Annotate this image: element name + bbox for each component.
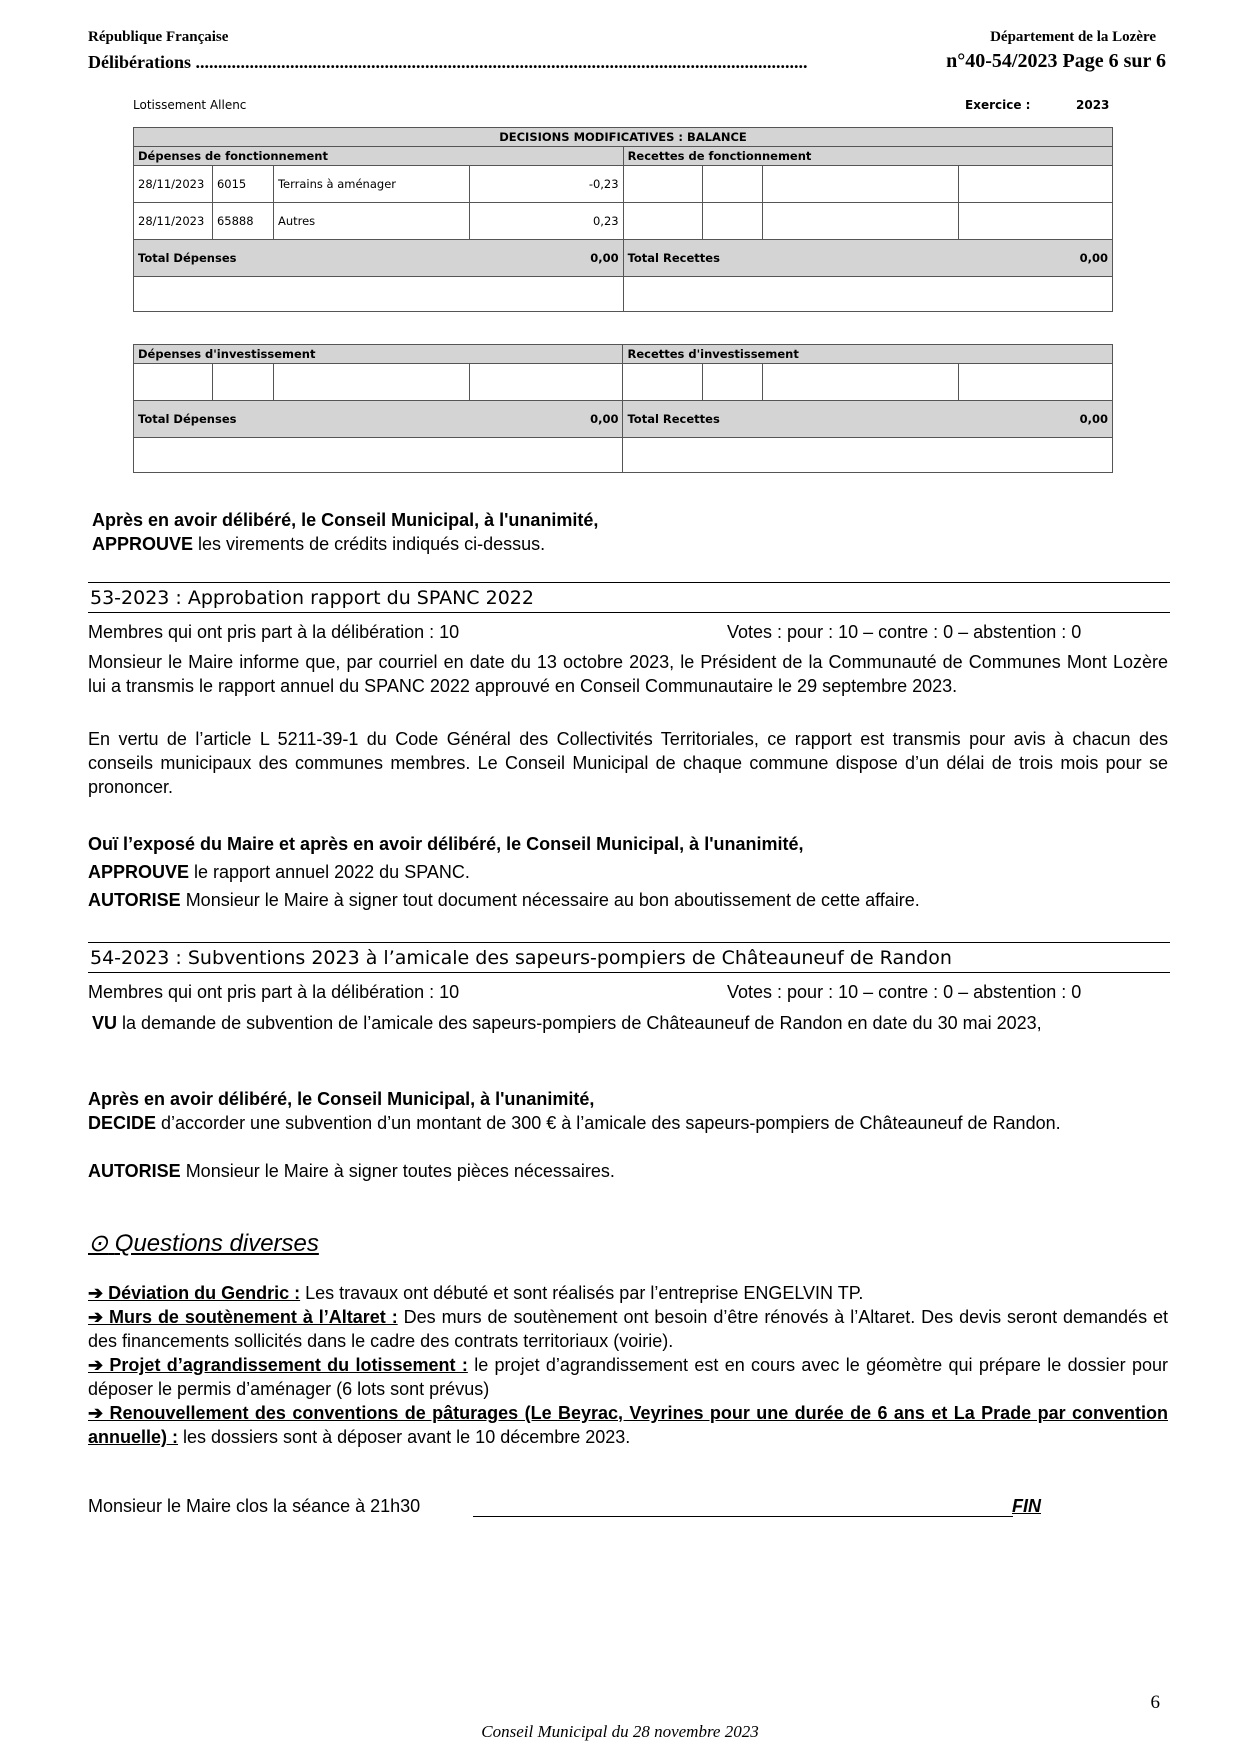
exercice-label: Exercice : — [965, 98, 1031, 112]
d53-title: 53-2023 : Approbation rapport du SPANC 2022 — [88, 582, 1170, 613]
d54-decision: Après en avoir délibéré, le Conseil Municipal, à l'unanimité, — [88, 1089, 595, 1109]
dm-decision-intro: Après en avoir délibéré, le Conseil Municipal, à l'unanimité, — [92, 510, 599, 530]
question-text: Des murs de soutènement ont besoin d’être rénovés à l’Altaret. Des devis seront demandés et des financements sollicités dans le cadre des contrats territoriaux (voirie). — [88, 1307, 1169, 1351]
d53-autorise — [88, 888, 1168, 912]
d54-verb-autorise: AUTORISE — [88, 1161, 181, 1181]
question-label: ➔ Projet d’agrandissement du lotissement : — [88, 1355, 468, 1375]
d53-membres: Membres qui ont pris part à la délibération : 10 — [88, 622, 460, 642]
balance-title: DECISIONS MODIFICATIVES : BALANCE — [134, 128, 1113, 147]
row-libelle: Terrains à aménager — [273, 166, 469, 203]
row-libelle: Autres — [273, 203, 469, 240]
table-row — [134, 203, 1113, 240]
question-item — [88, 1353, 1168, 1401]
inv-total-recettes-label: Total Recettes — [623, 401, 959, 438]
row-montant: 0,23 — [469, 203, 623, 240]
d53-votes: Votes : pour : 10 – contre : 0 – abstention : 0 — [727, 622, 1082, 642]
d53-approuve — [88, 860, 1168, 884]
d53-text-approuve: le rapport annuel 2022 du SPANC. — [189, 862, 470, 882]
fonct-total-recettes-label: Total Recettes — [623, 240, 959, 277]
row-compte: 6015 — [212, 166, 273, 203]
dm-text: les virements de crédits indiqués ci-dessus. — [193, 534, 546, 554]
question-label: ➔ Déviation du Gendric : — [88, 1283, 301, 1303]
inv-recettes-label: Recettes d'investissement — [623, 345, 1113, 364]
fonct-total-recettes-value: 0,00 — [959, 240, 1113, 277]
balance-investissement-table — [133, 344, 1113, 473]
d54-vu — [92, 1011, 1168, 1035]
fonct-total-depenses-value: 0,00 — [469, 240, 623, 277]
question-text: les dossiers sont à déposer avant le 10 décembre 2023. — [178, 1427, 631, 1447]
fonct-depenses-label: Dépenses de fonctionnement — [134, 147, 624, 166]
closing-line — [473, 1516, 1013, 1517]
exercice-value: 2023 — [1076, 98, 1110, 112]
question-item — [88, 1305, 1168, 1353]
inv-total-depenses-value: 0,00 — [469, 401, 623, 438]
closing-fin: FIN — [1012, 1496, 1041, 1516]
header-republique: République Française — [88, 29, 229, 45]
question-text: Les travaux ont débuté et sont réalisés par l’entreprise ENGELVIN TP. — [300, 1283, 864, 1303]
inv-depenses-label: Dépenses d'investissement — [134, 345, 623, 364]
dm-decision — [92, 508, 1162, 556]
closing-text: Monsieur le Maire clos la séance à 21h30 — [88, 1496, 421, 1516]
footer-text: Conseil Municipal du 28 novembre 2023 — [481, 1722, 759, 1741]
fonct-total-depenses-label: Total Dépenses — [134, 240, 470, 277]
d53-text-autorise: Monsieur le Maire à signer tout document nécessaire au bon aboutissement de cette affaire. — [180, 890, 920, 910]
d54-decide — [88, 1111, 1168, 1135]
d54-text-autorise: Monsieur le Maire à signer toutes pièces nécessaires. — [180, 1161, 615, 1181]
d54-vu-text: la demande de subvention de l’amicale des sapeurs-pompiers de Châteauneuf de Randon en date du 30 mai 2023, — [117, 1013, 1042, 1033]
row-compte: 65888 — [212, 203, 273, 240]
d54-title: 54-2023 : Subventions 2023 à l’amicale des sapeurs-pompiers de Châteauneuf de Randon — [88, 942, 1170, 973]
d54-text-decide: d’accorder une subvention d’un montant de 300 € à l’amicale des sapeurs-pompiers de Châteauneuf de Randon. — [156, 1113, 1061, 1133]
d54-vu-label: VU — [92, 1013, 118, 1033]
dm-verb: APPROUVE — [92, 534, 194, 554]
d53-p1: Monsieur le Maire informe que, par courriel en date du 13 octobre 2023, le Président de la Communauté de Communes Mont Lozère lui a transmis le rapport annuel du SPANC 2022 approuvé en Conseil Communautaire le 29 septembre 2023. — [88, 652, 1168, 696]
d54-votes: Votes : pour : 10 – contre : 0 – abstention : 0 — [727, 982, 1082, 1002]
balance-fonctionnement-table — [133, 127, 1113, 312]
table-row — [134, 166, 1113, 203]
d53-p2: En vertu de l’article L 5211-39-1 du Code Général des Collectivités Territoriales, ce rapport est transmis pour avis à chacun des conseils municipaux des communes membres. Le Conseil Municipal de chaque commune dispose d’un délai de trois mois pour se prononcer. — [88, 729, 1168, 797]
row-montant: -0,23 — [469, 166, 623, 203]
page-number: 6 — [1150, 1692, 1160, 1713]
questions-title: Questions diverses — [114, 1230, 319, 1257]
budget-name: Lotissement Allenc — [133, 98, 247, 112]
circle-dot-icon: ⊙ — [88, 1230, 109, 1257]
d54-autorise — [88, 1159, 1168, 1183]
d53-decision: Ouï l’exposé du Maire et après en avoir délibéré, le Conseil Municipal, à l'unanimité, — [88, 834, 804, 854]
d54-verb-decide: DECIDE — [88, 1113, 157, 1133]
d54-membres: Membres qui ont pris part à la délibération : 10 — [88, 982, 460, 1002]
question-label: ➔ Murs de soutènement à l’Altaret : — [88, 1307, 398, 1327]
question-label: ➔ Renouvellement des conventions de pâturages (Le Beyrac, Veyrines pour une durée de 6 ans et La Prade par convention annuelle) : — [88, 1403, 1168, 1447]
d53-verb-approuve: APPROUVE — [88, 862, 190, 882]
fonct-recettes-label: Recettes de fonctionnement — [623, 147, 1112, 166]
inv-total-depenses-label: Total Dépenses — [134, 401, 470, 438]
header-departement: Département de la Lozère — [990, 29, 1156, 45]
d53-verb-autorise: AUTORISE — [88, 890, 181, 910]
inv-total-recettes-value: 0,00 — [959, 401, 1113, 438]
header-deliberations: Délibérations ........................................................................................................................................ — [88, 52, 808, 72]
questions-heading — [88, 1229, 319, 1258]
question-item — [88, 1281, 1168, 1305]
question-text: le projet d’agrandissement est en cours avec le géomètre qui prépare le dossier pour déposer le permis d’aménager (6 lots sont prévus) — [88, 1355, 1168, 1399]
header-numero-page: n°40-54/2023 Page 6 sur 6 — [946, 50, 1166, 72]
question-item — [88, 1401, 1168, 1449]
row-date: 28/11/2023 — [134, 203, 213, 240]
row-date: 28/11/2023 — [134, 166, 213, 203]
